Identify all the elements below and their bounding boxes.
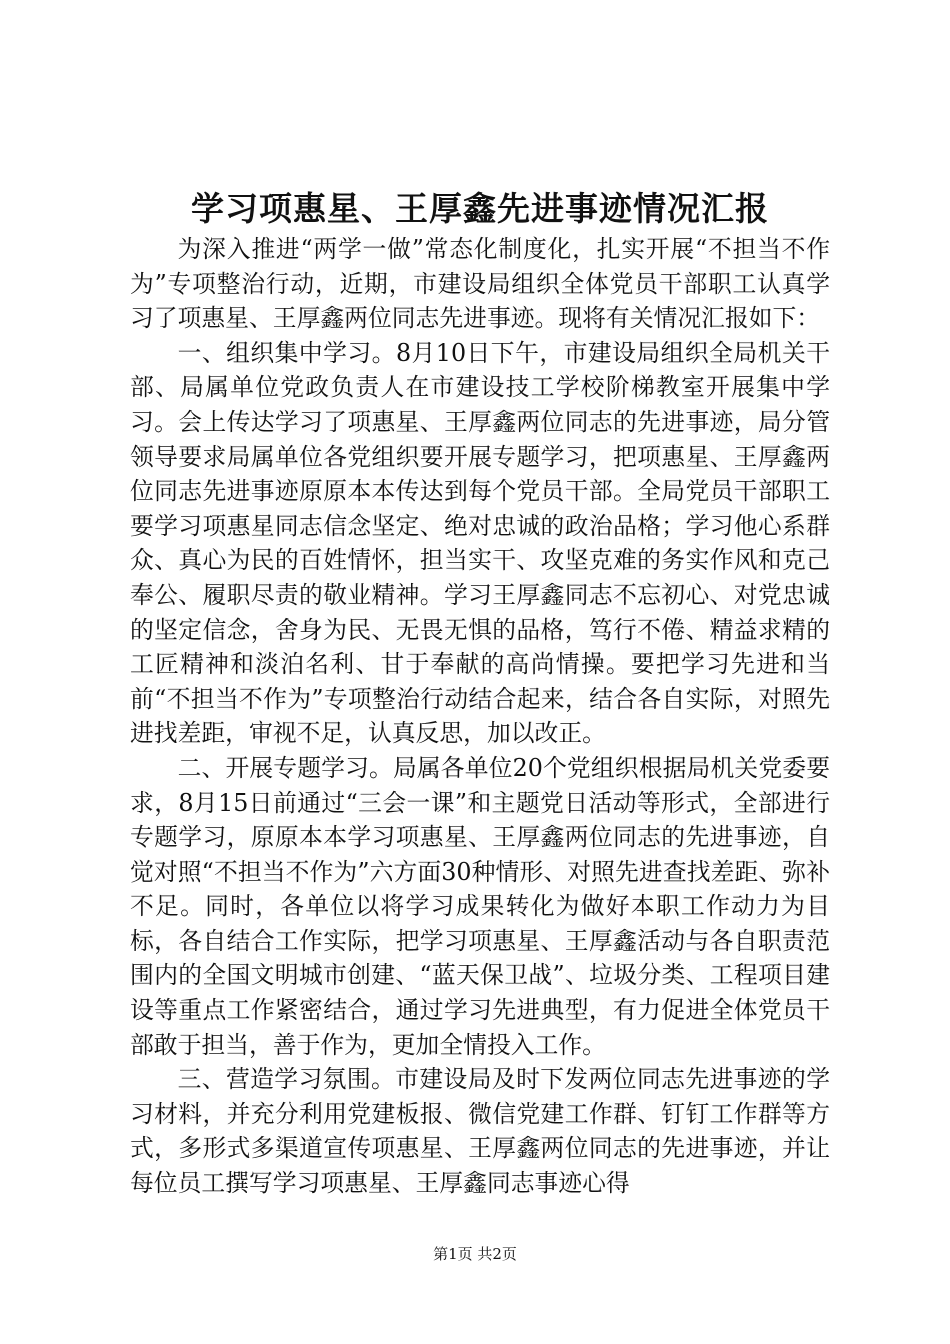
section-1-paragraph: 一、组织集中学习。8月10日下午，市建设局组织全局机关干部、局属单位党政负责人在市建设技工学校阶梯教室开展集中学习。会上传达学习了项惠星、王厚鑫两位同志的先进事迹，局分管领导要求局属单位各党组织要开展专题学习，把项惠星、王厚鑫两位同志先进事迹原原本本传达到每个党员干部。全局党员干部职工要学习项惠星同志信念坚定、绝对忠诚的政治品格；学习他心系群众、真心为民的百姓情怀，担当实干、攻坚克难的务实作风和克己奉公、履职尽责的敬业精神。学习王厚鑫同志不忘初心、对党忠诚的坚定信念，舍身为民、无畏无惧的品格，笃行不倦、精益求精的工匠精神和淡泊名利、甘于奉献的高尚情操。要把学习先进和当前“不担当不作为”专项整治行动结合起来，结合各自实际，对照先进找差距，审视不足，认真反思，加以改正。 xyxy=(130,338,830,748)
section-2-paragraph: 二、开展专题学习。局属各单位20个党组织根据局机关党委要求，8月15日前通过“三会一课”和主题党日活动等形式，全部进行专题学习，原原本本学习项惠星、王厚鑫两位同志的先进事迹，自觉对照“不担当不作为”六方面30种情形、对照先进查找差距、弥补不足。同时，各单位以将学习成果转化为做好本职工作动力为目标，各自结合工作实际，把学习项惠星、王厚鑫活动与各自职责范围内的全国文明城市创建、“蓝天保卫战”、垃圾分类、工程项目建设等重点工作紧密结合，通过学习先进典型，有力促进全体党员干部敢于担当，善于作为，更加全情投入工作。 xyxy=(130,753,830,1059)
intro-paragraph: 为深入推进“两学一做”常态化制度化，扎实开展“不担当不作为”专项整治行动，近期，市建设局组织全体党员干部职工认真学习了项惠星、王厚鑫两位同志先进事迹。现将有关情况汇报如下： xyxy=(130,235,830,333)
document-title: 学习项惠星、王厚鑫先进事迹情况汇报 xyxy=(191,189,769,228)
document-body xyxy=(130,232,830,1201)
page-number-footer: 第1页 共2页 xyxy=(433,1245,517,1263)
section-3-paragraph: 三、营造学习氛围。市建设局及时下发两位同志先进事迹的学习材料，并充分利用党建板报、微信党建工作群、钉钉工作群等方式，多形式多渠道宣传项惠星、王厚鑫两位同志的先进事迹，并让每位员工撰写学习项惠星、王厚鑫同志事迹心得 xyxy=(130,1065,830,1198)
